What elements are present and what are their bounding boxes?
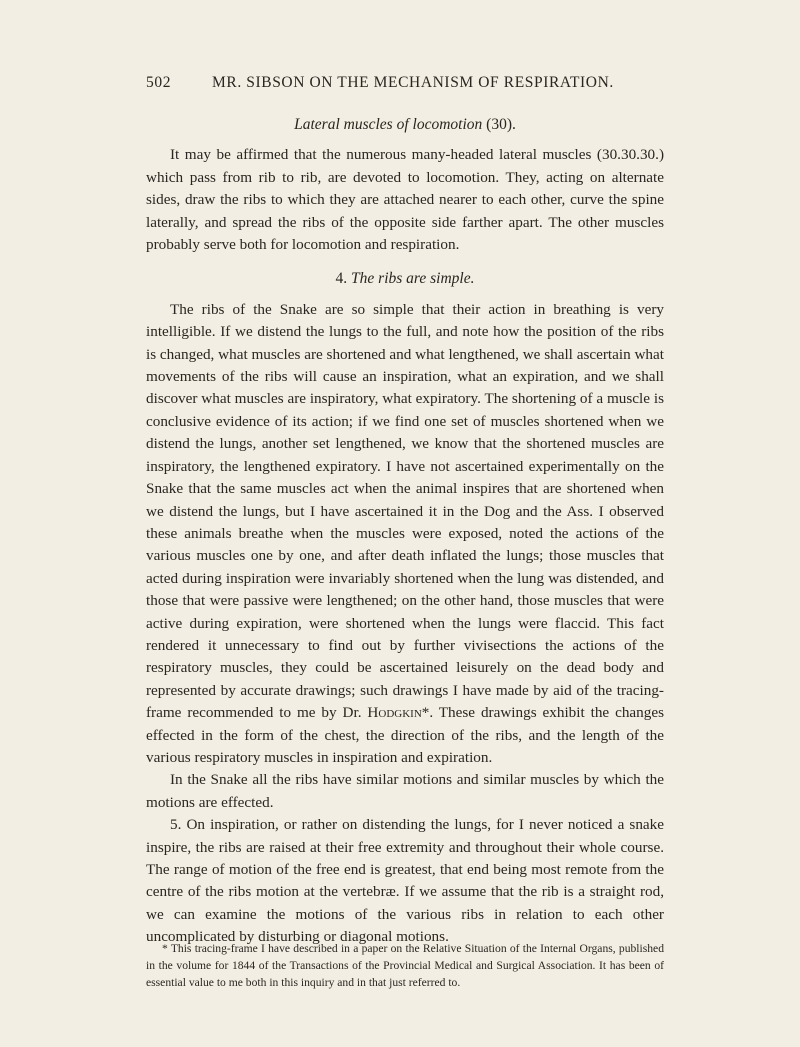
paragraph-inspiration: 5. On inspiration, or rather on distending the lungs, for I never noticed a snake inspire, the ribs are raised at their free extremity and throughout their whole course. The range of motion of the free end is greatest, that end being most remote from the centre of the ribs motion at the vertebræ. If we assume that the rib is a straight rod, we can examine the motions of the various ribs in relation to each other uncomplicated by disturbing or diagonal motions. [146, 816, 664, 946]
section-heading-lateral-muscles-suffix: (30). [482, 116, 516, 133]
paragraph-ribs-action [146, 299, 664, 770]
paragraph-lateral-muscles: It may be affirmed that the numerous many-headed lateral muscles (30.30.30.) which pass from rib to rib, are devoted to locomotion. They, acting on alternate sides, draw the ribs to which they are attached nearer to each other, curve the spine laterally, and spread the ribs of the opposite side farther apart. The other muscles probably serve both for locomotion and respiration. [146, 146, 664, 254]
body-text [146, 114, 664, 949]
paragraph-ribs-action-text-end: *. These drawings exhibit the changes effected in the form of the chest, the direction of the ribs, and the length of the various respiratory muscles in inspiration and expiration. [146, 704, 664, 766]
running-title: MR. SIBSON ON THE MECHANISM OF RESPIRATION. [212, 74, 614, 91]
section-heading-ribs-simple [146, 268, 664, 290]
page-number: 502 [146, 74, 172, 91]
section-heading-ribs-title: The ribs are simple. [351, 270, 475, 288]
paragraph-snake-ribs-motions: In the Snake all the ribs have similar motions and similar muscles by which the motions are effected. [146, 771, 664, 811]
section-heading-ribs-number: 4. [335, 270, 352, 288]
section-heading-lateral-muscles-title: Lateral muscles of locomotion [294, 116, 483, 133]
footnote: * This tracing-frame I have described in a paper on the Relative Situation of the Internal Organs, published in the volume for 1844 of the Transactions of the Provincial Medical and Surgical Association. It has been of essential value to me both in this inquiry and in that just referred to. [146, 942, 664, 989]
section-heading-lateral-muscles [146, 114, 664, 136]
author-name-hodgkin: Hodgkin [367, 704, 422, 722]
paragraph-ribs-action-text: The ribs of the Snake are so simple that their action in breathing is very intelligible. If we distend the lungs to the full, and note how the position of the ribs is changed, what muscles are shortened and what lengthened, we shall ascertain what movements of the ribs will cause an inspiration, what an expiration, and we shall discover what muscles are inspiratory, what expiratory. The shortening of a muscle is conclusive evidence of its action; if we find one set of muscles shortened when we distend the lungs, another set lengthened, we know that the shortened muscles are inspiratory, the lengthened expiratory. I have not ascertained experimentally on the Snake that the same muscles act when the animal inspires that are shortened when we distend the lungs, but I have ascertained it in the Dog and the Ass. I observed these animals breathe when the muscles were exposed, noted the actions of the various muscles one by one, and after death inflated the lungs; those muscles that acted during inspiration were invariably shortened when the lung was distended, and those that were passive were lengthened; on the other hand, those muscles that were active during expiration, were shortened when the lungs were flaccid. This fact rendered it unnecessary to find out by further vivisections the actions of the respiratory muscles, they could be ascertained leisurely on the dead body and represented by accurate drawings; such drawings I have made by aid of the tracing-frame recommended to me by Dr. [146, 300, 664, 722]
